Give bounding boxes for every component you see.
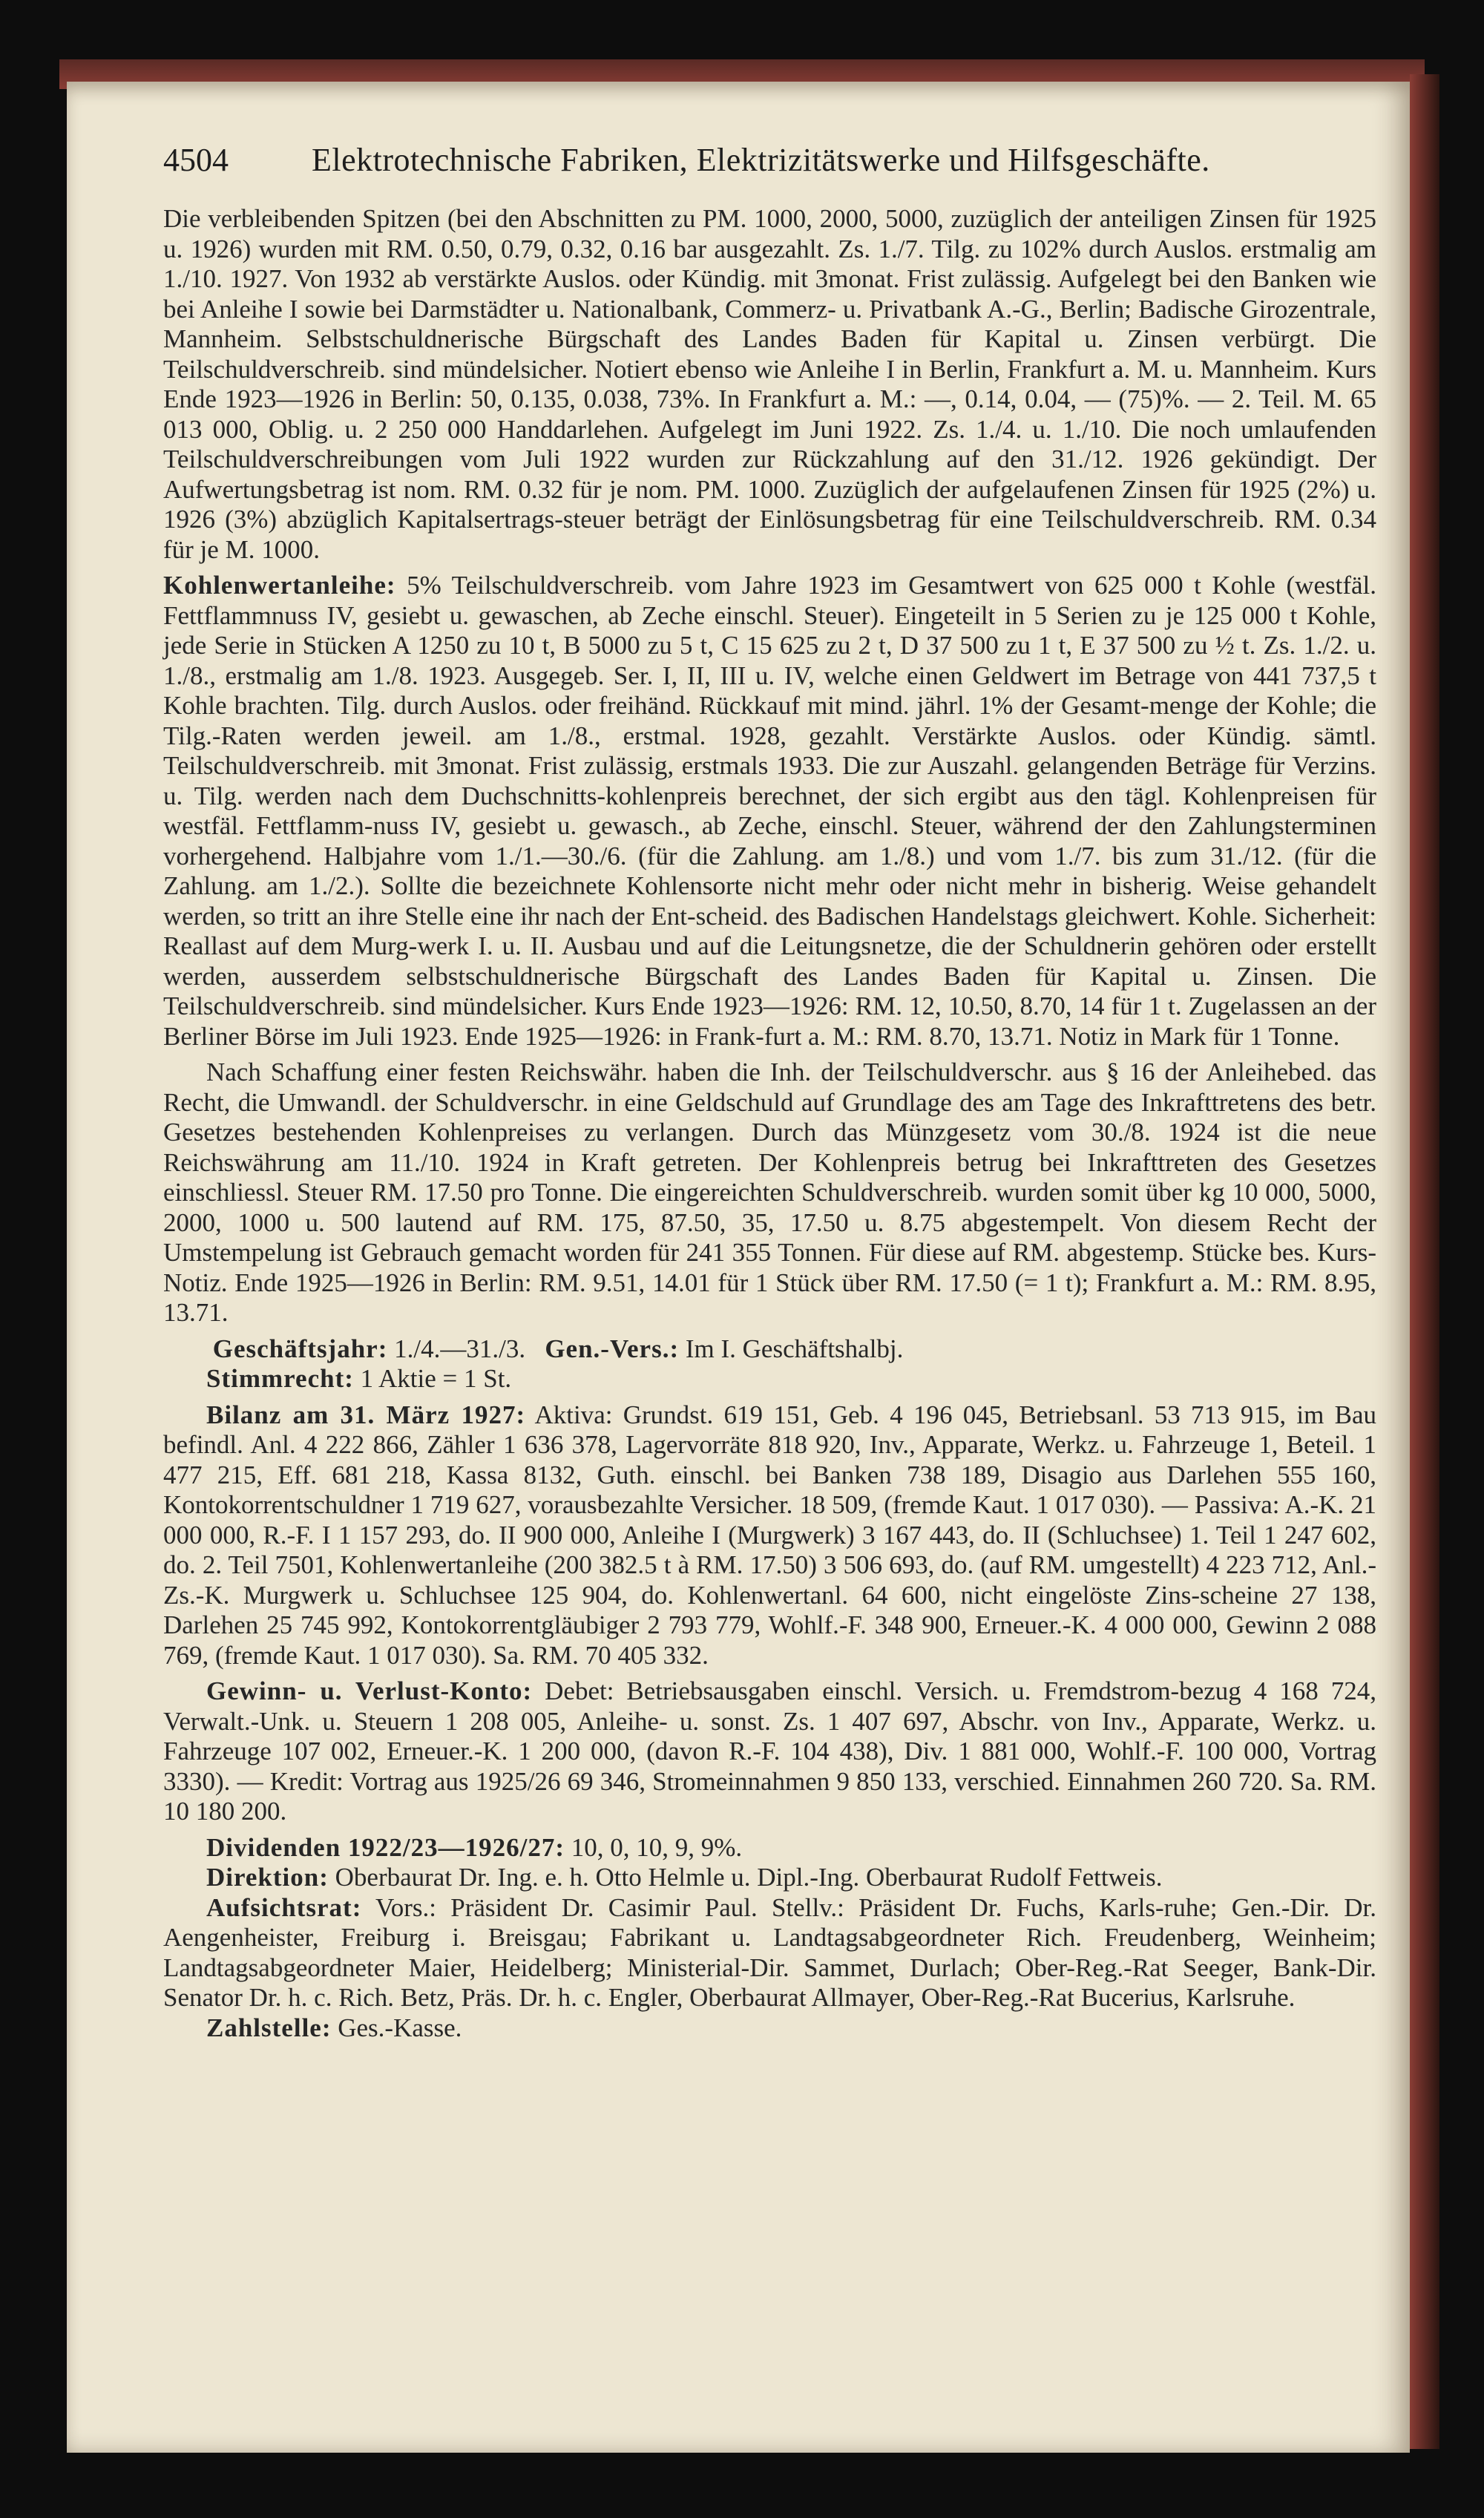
- gen-vers-text: Im I. Geschäftshalbj.: [679, 1334, 904, 1363]
- gewinn-verlust-text: Debet: Betriebsausgaben einschl. Versich. u. Fremdstrom-bezug 4 168 724, Verwalt.-Unk. u. Steuern 1 208 005, Anleihe- u. sonst. Zs. 1 407 697, Abschr. von Inv., Apparate, Werkz. u. Fahrzeuge 107 002, Erneuer.-K. 1 200 000, (davon R.-F. 104 438), Div. 1 881 000, Wohlf.-F. 100 000, Vortrag 3330). — Kredit: Vortrag aus 1925/26 69 346, Stromeinnahmen 9 850 133, verschied. Einnahmen 260 720. Sa. RM. 10 180 200.: [163, 1676, 1376, 1826]
- paragraph-anleihe-ii: Die verbleibenden Spitzen (bei den Abschnitten zu PM. 1000, 2000, 5000, zuzüglich der anteiligen Zinsen für 1925 u. 1926) wurden mit RM. 0.50, 0.79, 0.32, 0.16 bar ausgezahlt. Zs. 1./7. Tilg. zu 102% durch Auslos. erstmalig am 1./10. 1927. Von 1932 ab verstärkte Auslos. oder Kündig. mit 3monat. Frist zulässig. Aufgelegt bei den Banken wie bei Anleihe I sowie bei Darmstädter u. Nationalbank, Commerz- u. Privatbank A.-G., Berlin; Badische Girozentrale, Mannheim. Selbstschuldnerische Bürgschaft des Landes Baden für Kapital u. Zinsen verbürgt. Die Teilschuldverschreib. sind mündelsicher. Notiert ebenso wie Anleihe I in Berlin, Frankfurt a. M. u. Mannheim. Kurs Ende 1923—1926 in Berlin: 50, 0.135, 0.038, 73%. In Frankfurt a. M.: —, 0.14, 0.04, — (75)%. — 2. Teil. M. 65 013 000, Oblig. u. 2 250 000 Handdarlehen. Aufgelegt im Juni 1922. Zs. 1./4. u. 1./10. Die noch umlaufenden Teilschuldverschreibungen vom Juli 1922 wurden zur Rückzahlung auf den 31./12. 1926 gekündigt. Der Aufwertungsbetrag ist nom. RM. 0.32 für je nom. PM. 1000. Zuzüglich der aufgelaufenen Zinsen für 1925 (2%) u. 1926 (3%) abzüglich Kapitalsertrags-steuer beträgt der Einlösungsbetrag für eine Teilschuldverschreib. RM. 0.34 für je M. 1000.: [163, 204, 1376, 564]
- section-lead-aufsichtsrat: Aufsichtsrat:: [206, 1892, 362, 1922]
- paragraph-geschaeftsjahr: [163, 1334, 1376, 1365]
- section-lead-dividenden: Dividenden 1922/23—1926/27:: [206, 1832, 565, 1862]
- paragraph-aufsichtsrat: [163, 1893, 1376, 2013]
- zahlstelle-text: Ges.-Kasse.: [331, 2013, 462, 2042]
- paragraph-dividenden: [163, 1833, 1376, 1863]
- section-lead-bilanz: Bilanz am 31. März 1927:: [206, 1400, 526, 1429]
- page-header: [163, 141, 1380, 200]
- page-body: [163, 204, 1376, 2043]
- section-lead-gewinn-verlust: Gewinn- u. Verlust-Konto:: [206, 1676, 533, 1705]
- book-page: [67, 82, 1410, 2453]
- paragraph-gewinn-verlust: [163, 1676, 1376, 1827]
- paragraph-reichswaehrung: Nach Schaffung einer festen Reichswähr. haben die Inh. der Teilschuldverschr. aus § 16 der Anleihebed. das Recht, die Umwandl. der Schuldverschr. in eine Geldschuld auf Grundlage des am Tage des Inkrafttretens des betr. Gesetzes bestehenden Kohlenpreises zu verlangen. Durch das Münzgesetz vom 30./8. 1924 ist die neue Reichswährung am 11./10. 1924 in Kraft getreten. Der Kohlenpreis betrug bei Inkrafttreten des Gesetzes einschliessl. Steuer RM. 17.50 pro Tonne. Die eingereichten Schuldverschreib. wurden somit über kg 10 000, 5000, 2000, 1000 u. 500 lautend auf RM. 175, 87.50, 35, 17.50 u. 8.75 abgestempelt. Von diesem Recht der Umstempelung ist Gebrauch gemacht worden für 241 355 Tonnen. Für diese auf RM. abgestemp. Stücke bes. Kurs-Notiz. Ende 1925—1926 in Berlin: RM. 9.51, 14.01 für 1 Stück über RM. 17.50 (= 1 t); Frankfurt a. M.: RM. 8.95, 13.71.: [163, 1058, 1376, 1327]
- paragraph-bilanz: [163, 1400, 1376, 1671]
- paragraph-zahlstelle: [163, 2013, 1376, 2044]
- paragraph-kohlenwertanleihe: [163, 571, 1376, 1052]
- dividenden-text: 10, 0, 10, 9, 9%.: [565, 1832, 743, 1862]
- kohlenwertanleihe-text: 5% Teilschuldverschreib. vom Jahre 1923 im Gesamtwert von 625 000 t Kohle (westfäl. Fettflammnuss IV, gesiebt u. gewaschen, ab Zeche einschl. Steuer). Eingeteilt in 5 Serien zu je 125 000 t Kohle, jede Serie in Stücken A 1250 zu 10 t, B 5000 zu 5 t, C 15 625 zu 2 t, D 37 500 zu 1 t, E 37 500 zu ½ t. Zs. 1./2. u. 1./8., erstmalig am 1./8. 1923. Ausgegeb. Ser. I, II, III u. IV, welche einen Geldwert im Betrage von 441 737,5 t Kohle brachten. Tilg. durch Auslos. oder freihänd. Rückkauf mit mind. jährl. 1% der Gesamt-menge der Kohle; die Tilg.-Raten werden jeweil. am 1./8., erstmal. 1928, gezahlt. Verstärkte Auslos. oder Kündig. sämtl. Teilschuldverschreib. mit 3monat. Frist zulässig, erstmals 1933. Die zur Auszahl. gelangenden Beträge für Verzins. u. Tilg. werden nach dem Duchschnitts-kohlenpreis berechnet, der sich ergibt aus den tägl. Kohlenpreisen für westfäl. Fettflamm-nuss IV, gesiebt u. gewasch., ab Zeche, einschl. Steuer, während der den Zahlungsterminen vorhergehend. Halbjahre vom 1./1.—30./6. (für die Zahlung. am 1./8.) und vom 1./7. bis zum 31./12. (für die Zahlung. am 1./2.). Sollte die bezeichnete Kohlensorte nicht mehr oder nicht mehr in bisherig. Weise gehandelt werden, so tritt an ihre Stelle eine ihr nach der Ent-scheid. des Badischen Handelstags gleichwert. Kohle. Sicherheit: Reallast auf dem Murg-werk I. u. II. Ausbau und auf die Leitungsnetze, die der Schuldnerin gehören oder erstellt werden, ausserdem selbstschuldnerische Bürgschaft des Landes Baden für Kapital u. Zinsen. Die Teilschuldverschreib. sind mündelsicher. Kurs Ende 1923—1926: RM. 12, 10.50, 8.70, 14 für 1 t. Zugelassen an der Berliner Börse im Juli 1923. Ende 1925—1926: in Frank-furt a. M.: RM. 8.70, 13.71. Notiz in Mark für 1 Tonne.: [163, 571, 1376, 1051]
- page-number: 4504: [163, 142, 229, 178]
- section-lead-kohlenwertanleihe: Kohlenwertanleihe:: [163, 571, 396, 600]
- bilanz-text: Aktiva: Grundst. 619 151, Geb. 4 196 045, Betriebsanl. 53 713 915, im Bau befindl. Anl. 4 222 866, Zähler 1 636 378, Lagervorräte 818 920, Inv., Apparate, Werkz. u. Fahrzeuge 1, Beteil. 1 477 215, Eff. 681 218, Kassa 8132, Guth. einschl. bei Banken 738 189, Disagio aus Darlehen 555 160, Kontokorrentschuldner 1 719 627, vorausbezahlte Versicher. 18 509, (fremde Kaut. 1 017 030). — Passiva: A.-K. 21 000 000, R.-F. I 1 157 293, do. II 900 000, Anleihe I (Murgwerk) 3 167 443, do. II (Schluchsee) 1. Teil 1 247 602, do. 2. Teil 7501, Kohlenwertanleihe (200 382.5 t à RM. 17.50) 3 506 693, do. (auf RM. umgestellt) 4 223 712, Anl.-Zs.-K. Murgwerk u. Schluchsee 125 904, do. Kohlenwertanl. 64 600, nicht eingelöste Zins-scheine 27 138, Darlehen 25 745 992, Kontokorrentgläubiger 2 793 779, Wohlf.-F. 348 900, Erneuer.-K. 4 000 000, Gewinn 2 088 769, (fremde Kaut. 1 017 030). Sa. RM. 70 405 332.: [163, 1400, 1376, 1670]
- book-binding-right: [1410, 74, 1439, 2449]
- section-lead-zahlstelle: Zahlstelle:: [206, 2013, 332, 2042]
- geschaeftsjahr-text: 1./4.—31./3.: [387, 1334, 526, 1363]
- paragraph-stimmrecht: [163, 1364, 1376, 1394]
- section-lead-gen-vers: Gen.-Vers.:: [545, 1334, 680, 1363]
- direktion-text: Oberbaurat Dr. Ing. e. h. Otto Helmle u. Dipl.-Ing. Oberbaurat Rudolf Fettweis.: [328, 1863, 1163, 1892]
- section-lead-geschaeftsjahr: Geschäftsjahr:: [212, 1334, 388, 1363]
- section-lead-stimmrecht: Stimmrecht:: [206, 1364, 354, 1393]
- paragraph-direktion: [163, 1863, 1376, 1893]
- aufsichtsrat-text: Vors.: Präsident Dr. Casimir Paul. Stellv.: Präsident Dr. Fuchs, Karls-ruhe; Gen.-Dir. Dr. Aengenheister, Freiburg i. Breisgau; Fabrikant u. Landtagsabgeordneter Rich. Freudenberg, Weinheim; Landtagsabgeordneter Maier, Heidelberg; Ministerial-Dir. Sammet, Durlach; Ober-Reg.-Rat Seeger, Bank-Dir. Senator Dr. h. c. Rich. Betz, Präs. Dr. h. c. Engler, Oberbaurat Allmayer, Ober-Reg.-Rat Bucerius, Karlsruhe.: [163, 1892, 1376, 2012]
- stimmrecht-text: 1 Aktie = 1 St.: [353, 1364, 512, 1393]
- running-title: Elektrotechnische Fabriken, Elektrizitätswerke und Hilfsgeschäfte.: [312, 142, 1210, 178]
- section-lead-direktion: Direktion:: [206, 1863, 329, 1892]
